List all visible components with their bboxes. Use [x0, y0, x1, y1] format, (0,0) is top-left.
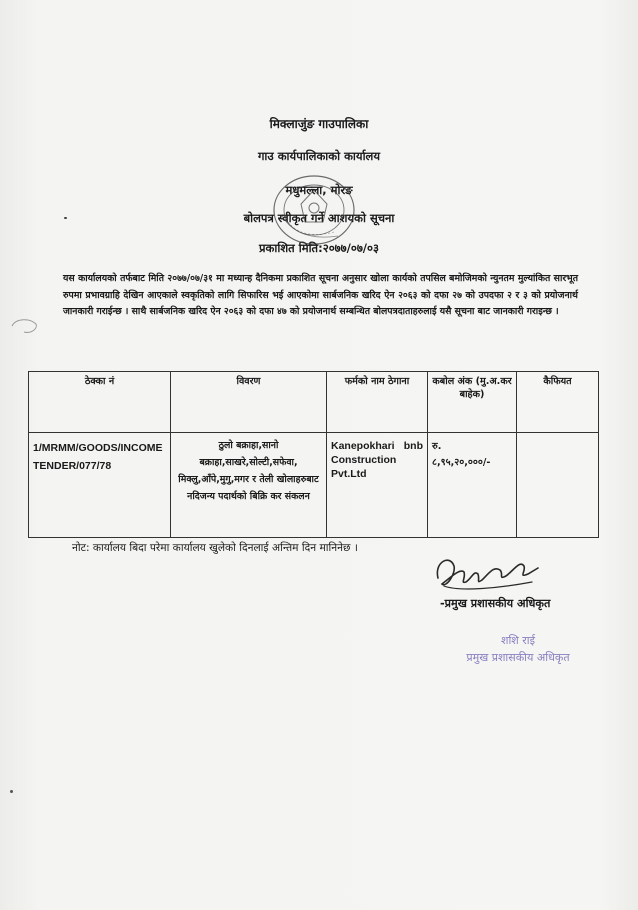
- amount-value: ८,९५,२०,०००/-: [432, 457, 491, 468]
- firm-name-part4: Pvt.Ltd: [331, 468, 367, 480]
- official-stamp: [450, 632, 586, 666]
- header-amount: कबोल अंक (मु.अ.कर बाहेक): [428, 372, 517, 433]
- footer-note: नोट: कार्यालय बिदा परेमा कार्यालय खुलेको दिनलाई अन्तिम दिन मानिनेछ ।: [72, 542, 358, 554]
- stamp-name: शशि राई: [500, 634, 536, 647]
- header-firm: फर्मको नाम ठेगाना: [327, 372, 428, 433]
- amount-cell: [428, 433, 517, 538]
- firm-name-part1: Kanepokhari: [331, 440, 395, 452]
- scan-dot: [10, 790, 13, 793]
- scan-artifact-icon: [8, 316, 42, 338]
- firm-name-part3: Construction: [331, 454, 397, 466]
- stamp-title: प्रमुख प्रशासकीय अधिकृत: [466, 651, 570, 664]
- table-header-row: [29, 372, 599, 433]
- table-row: [29, 433, 599, 538]
- office-name: गाउ कार्यपालिकाको कार्यालय: [257, 149, 381, 163]
- contract-no-cell: 1/MRMM/GOODS/INCOME TENDER/077/78: [29, 433, 171, 538]
- municipality-name: मिक्लाजुंङ गाउपालिका: [269, 117, 369, 131]
- office-seal-icon: [268, 170, 358, 250]
- scan-dot: [64, 217, 67, 219]
- amount-prefix: रु.: [432, 441, 442, 452]
- signature-icon: [420, 548, 550, 598]
- remarks-cell: [517, 433, 599, 538]
- header-remarks: कैफियत: [517, 372, 599, 433]
- header-contract-no: ठेक्का नं: [29, 372, 171, 433]
- notice-title: बोलपत्र स्वीकृत गर्ने आशयको सूचना: [243, 211, 395, 225]
- bid-table: [28, 371, 599, 538]
- office-address: मधुमल्ला, मोरङ: [285, 183, 353, 197]
- description-cell: ठुलो बक्राहा,सानो बक्राहा,साखरे,सोल्टी,सफेवा, मिक्लु,आँपे,मुगु,मगर र तेली खोलाहरुबाट नदिजन्य पदार्थको बिक्रि कर संकलन: [171, 433, 327, 538]
- notice-paragraph: यस कार्यालयको तर्फबाट मिति २०७७/०७/३१ मा मध्यान्ह दैनिकमा प्रकाशित सूचना अनुसार खोला कार्यको तपसिल बमोजिमको न्युनतम मुल्यांकित सारभूत रुपमा प्रभावग्राहि देखिन आएकाले स्वकृतिको लागि सिफारिस भई आएकोमा सार्बजनिक खरिद ऐन २०६३ को दफा २७ को उपदफा २ र ३ को प्रयोजनार्थ जानकारी गराईन्छ । साथै सार्बजनिक खरिद ऐन २०६३ को दफा ४७ को प्रयोजनार्थ सम्बन्धित बोलपत्रदाताहरुलाई यसै सूचना बाट जानकारी गराइन्छ ।: [63, 273, 578, 318]
- firm-cell: [327, 433, 428, 538]
- designation: -प्रमुख प्रशासकीय अधिकृत: [440, 597, 551, 610]
- publish-date: प्रकाशित मिति:२०७७/०७/०३: [259, 241, 379, 255]
- header-description: विवरण: [171, 372, 327, 433]
- firm-name-part2: bnb: [403, 440, 423, 452]
